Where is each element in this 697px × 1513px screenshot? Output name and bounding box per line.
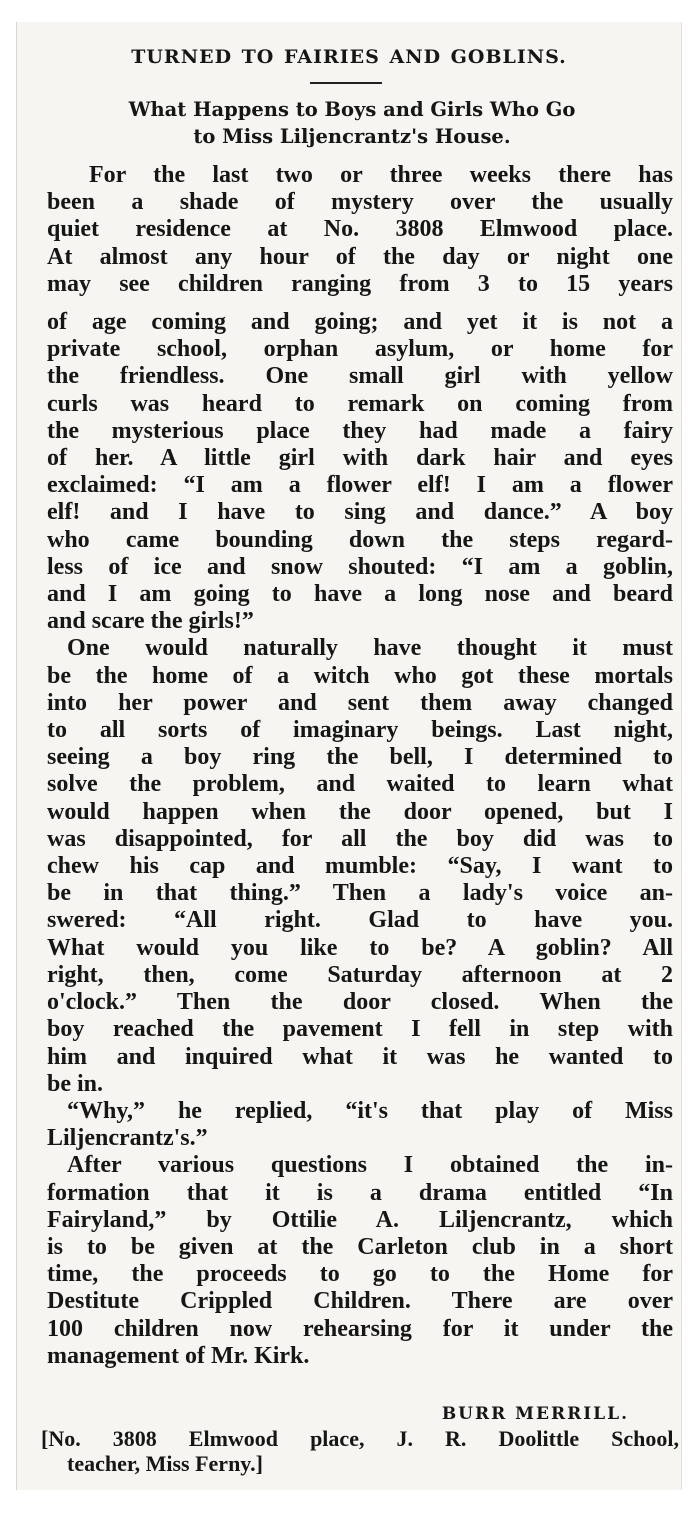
article-line: chew his cap and mumble: “Say, I want to	[47, 853, 673, 880]
article-line: seeing a boy ring the bell, I determined to	[47, 744, 673, 771]
article-line: was disappointed, for all the boy did was to	[47, 825, 673, 852]
article-line: be the home of a witch who got these mortals	[47, 662, 673, 689]
article-line: solve the problem, and waited to learn what	[47, 771, 673, 798]
article-line: time, the proceeds to go to the Home for	[47, 1261, 673, 1288]
article-line: For the last two or three weeks there has	[89, 162, 673, 188]
article-line: into her power and sent them away changed	[47, 689, 673, 716]
article-line: quiet residence at No. 3808 Elmwood place.	[47, 216, 673, 243]
article-line: and scare the girls!”	[47, 608, 254, 635]
article-line: him and inquired what it was he wanted to	[47, 1043, 673, 1070]
headline-rule	[310, 82, 382, 84]
article-line: swered: “All right. Glad to have you.	[47, 907, 673, 934]
article-line: who came bounding down the steps regard-	[47, 526, 673, 553]
article-line: At almost any hour of the day or night one	[47, 243, 673, 270]
article-line: be in that thing.” Then a lady's voice an-	[47, 880, 673, 907]
article-line: and I am going to have a long nose and beard	[47, 581, 673, 608]
author-signature: BURR MERRILL.	[441, 1404, 629, 1424]
subheading	[47, 96, 657, 150]
article-line: o'clock.” Then the door closed. When the	[47, 989, 673, 1016]
article-line: been a shade of mystery over the usually	[47, 189, 673, 216]
article-line: curls was heard to remark on coming from	[47, 390, 673, 417]
article-line: exclaimed: “I am a flower elf! I am a flower	[47, 472, 673, 499]
article-line: One would naturally have thought it must	[67, 635, 673, 662]
article-line: Destitute Crippled Children. There are over	[47, 1288, 673, 1315]
note-line: [No. 3808 Elmwood place, J. R. Doolittle School,	[41, 1426, 679, 1451]
headline: TURNED TO FAIRIES AND GOBLINS.	[131, 46, 567, 68]
article-line: be in.	[47, 1070, 104, 1097]
note-line: teacher, Miss Ferny.]	[67, 1451, 263, 1476]
article-line: 100 children now rehearsing for it under the	[47, 1315, 673, 1342]
article-line: right, then, come Saturday afternoon at 2	[47, 961, 673, 988]
article-body	[47, 162, 673, 1370]
article-line: may see children ranging from 3 to 15 years	[47, 270, 673, 297]
article-line: of her. A little girl with dark hair and eyes	[47, 445, 673, 472]
article-line: is to be given at the Carleton club in a short	[47, 1233, 673, 1260]
column-gap	[47, 298, 673, 309]
article-line: to all sorts of imaginary beings. Last night,	[47, 717, 673, 744]
article-line: management of Mr. Kirk.	[47, 1342, 310, 1369]
article-line: Liljencrantz's.”	[47, 1125, 208, 1152]
newspaper-clipping	[16, 22, 682, 1490]
article-line: boy reached the pavement I fell in step with	[47, 1016, 673, 1043]
article-line: Fairyland,” by Ottilie A. Liljencrantz, which	[47, 1206, 673, 1233]
subheading-line: to Miss Liljencrantz's House.	[193, 125, 511, 148]
subheading-line: What Happens to Boys and Girls Who Go	[128, 98, 576, 121]
article-line: “Why,” he replied, “it's that play of Miss	[67, 1097, 673, 1124]
article-line: the mysterious place they had made a fairy	[47, 417, 673, 444]
article-line: What would you like to be? A goblin? All	[47, 934, 673, 961]
article-line: private school, orphan asylum, or home for	[47, 336, 673, 363]
editor-note	[41, 1426, 679, 1476]
article-line: would happen when the door opened, but I	[47, 798, 673, 825]
article-line: of age coming and going; and yet it is not a	[47, 309, 673, 336]
article-line: formation that it is a drama entitled “In	[47, 1179, 673, 1206]
article-line: less of ice and snow shouted: “I am a goblin,	[47, 553, 673, 580]
article-line: the friendless. One small girl with yellow	[47, 363, 673, 390]
article-line: After various questions I obtained the in-	[67, 1152, 673, 1179]
article-line: elf! and I have to sing and dance.” A boy	[47, 499, 673, 526]
